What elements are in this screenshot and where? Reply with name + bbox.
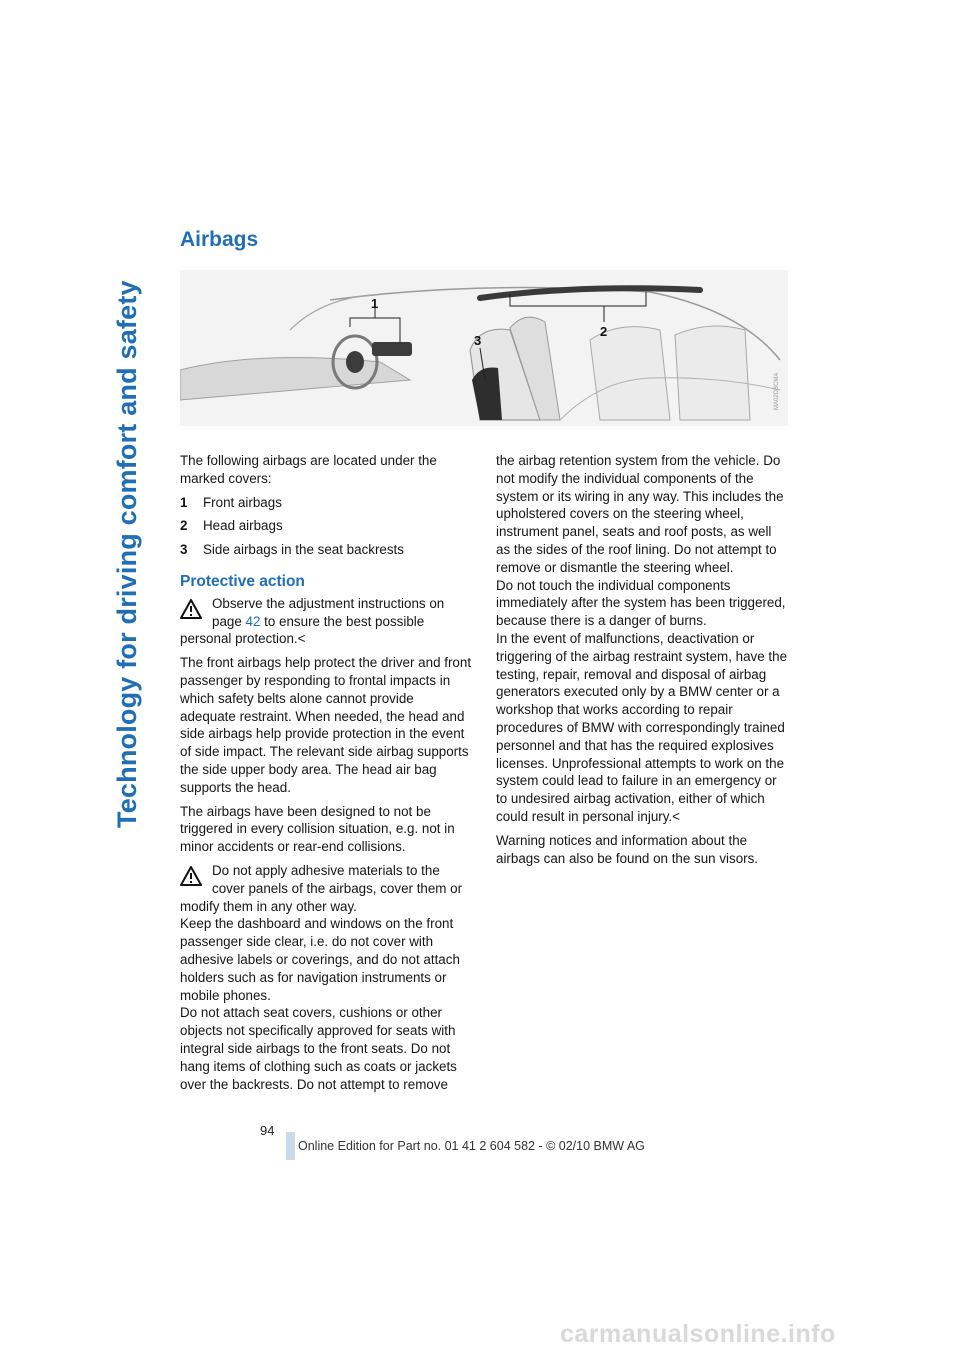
list-item [180, 494, 472, 512]
body-paragraph: The front airbags help protect the driver and front passenger by responding to frontal impacts in which safety belts alone cannot provide adequate restraint. When needed, the head and side airbags help provide protection in the event of side impact. The relevant side airbag supports the side upper body area. The head air bag supports the head. [180, 655, 472, 795]
warning-triangle-icon [180, 599, 202, 619]
figure-code: MA02DBCMA [774, 372, 780, 410]
page-link[interactable]: 42 [245, 613, 261, 629]
sidebar-title [112, 228, 152, 828]
airbag-illustration [180, 270, 788, 426]
callout-3: 3 [474, 333, 482, 348]
sidebar-title-text: Technology for driving comfort and safety [112, 280, 142, 828]
page-number: 94 [260, 1123, 275, 1138]
warning-text: Keep the dashboard and windows on the front passenger side clear, i.e. do not cover with adhesive labels or coverings, and do not attach holders such as for navigation instruments or mobile phones. [180, 916, 460, 1003]
footer-bar [286, 1132, 295, 1160]
warning-triangle-icon [180, 866, 202, 886]
warning-text [180, 595, 472, 648]
list-text: Front airbags [203, 494, 282, 510]
right-column [496, 452, 788, 873]
warning-block [180, 862, 472, 1093]
list-number: 1 [180, 494, 188, 510]
list-text: Side airbags in the seat backrests [203, 542, 404, 558]
section-heading: Protective action [180, 572, 305, 590]
car-interior-drawing [180, 270, 788, 426]
body-paragraph: Do not touch the individual components immediately after the system has been triggered, because there is a danger of burns. [496, 577, 786, 629]
callout-2: 2 [600, 324, 608, 339]
callout-1: 1 [371, 296, 379, 311]
warning-text: Do not attach seat covers, cushions or other objects not specifically approved for seats with integral side airbags to the front seats. Do not hang items of clothing such as coats or jackets over the backrests. Do not attempt to remove [180, 1005, 457, 1092]
warning-block [180, 595, 472, 648]
list-item [180, 541, 472, 559]
footer-edition: Online Edition for Part no. 01 41 2 604 582 - © 02/10 BMW AG [298, 1139, 645, 1153]
left-column [180, 452, 472, 1099]
list-item [180, 517, 472, 535]
watermark: carmanualsonline.info [560, 1320, 836, 1348]
list-text: Head airbags [203, 518, 283, 534]
list-number: 2 [180, 518, 188, 534]
list-number: 3 [180, 542, 188, 558]
body-paragraph: The airbags have been designed to not be triggered in every collision situation, e.g. not in minor accidents or rear-end collisions. [180, 803, 455, 855]
body-paragraph: In the event of malfunctions, deactivation or triggering of the airbag restraint system, have the testing, repair, removal and disposal of airbag generators executed only by a BMW center or a workshop that works according to repair procedures of BMW with correspondingly trained personnel and that has the required explosives licenses. Unprofessional attempts to work on the system could lead to failure in an emergency or to undesired airbag activation, either of which could result in personal injury.< [496, 630, 788, 824]
warning-continuation [496, 452, 788, 826]
warning-text: Do not apply adhesive materials to the cover panels of the airbags, cover them or modify them in any other way. [180, 862, 463, 914]
intro-text: The following airbags are located under the marked covers: [180, 453, 437, 486]
body-paragraph: the airbag retention system from the vehicle. Do not modify the individual components of the system or its wiring in any way. This includes the upholstered covers on the steering wheel, instrument panel, seats and roof posts, as well as the sides of the roof lining. Do not attempt to remove or dismantle the steering wheel. [496, 453, 784, 575]
body-paragraph: Warning notices and information about the airbags can also be found on the sun visors. [496, 832, 759, 866]
warning-text-post: to ensure the best possible personal protection.< [180, 613, 425, 647]
page-title: Airbags [180, 228, 259, 251]
warning-text-pre: Observe the adjustment instructions on page [212, 595, 445, 629]
